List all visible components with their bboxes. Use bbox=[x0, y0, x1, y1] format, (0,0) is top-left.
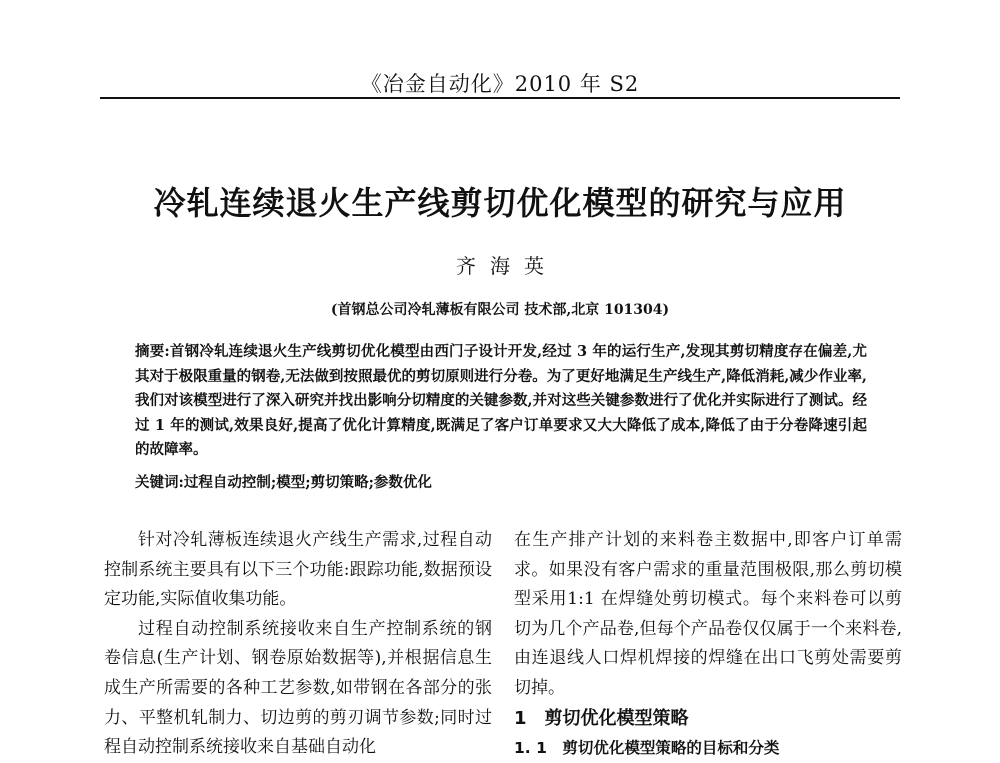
body-paragraph: 过程自动控制系统接收来自生产控制系统的钢卷信息(生产计划、钢卷原始数据等),并根据信息生成生产所需要的各种工艺参数,如带钢在各部分的张力、平整机轧制力、切边剪的剪刃调节参数;同时过程自动控制系统接收来自基础自动化 bbox=[104, 618, 492, 758]
abstract-text: 首钢冷轧连续退火生产线剪切优化模型由西门子设计开发,经过 3 年的运行生产,发现其剪切精度存在偏差,尤其对于极限重量的钢卷,无法做到按照最优的剪切原则进行分卷。为了更好地满足生产线生产,降低消耗,减少作业率,我们对该模型进行了深入研究并找出影响分切精度的关键参数,并对这些关键参数进行了优化并实际进行了测试。经过 1 年的测试,效果良好,提高了优化计算精度,既满足了客户订单要求又大大降低了成本,降低了由于分卷降速引起的故障率。 bbox=[135, 343, 867, 458]
body-column-right bbox=[514, 526, 902, 762]
subsection-heading: 1. 1 剪切优化模型策略的目标和分类 bbox=[514, 738, 780, 757]
author-affiliation: (首钢总公司冷轧薄板有限公司 技术部,北京 101304) bbox=[330, 302, 670, 318]
keywords-label: 关键词: bbox=[135, 474, 184, 491]
abstract-label: 摘要: bbox=[135, 343, 170, 360]
body-paragraph: 在生产排产计划的来料卷主数据中,即客户订单需求。如果没有客户需求的重量范围极限,那么剪切模型采用1:1 在焊缝处剪切模式。每个来料卷可以剪切为几个产品卷,但每个产品卷仅仅属于一个来料卷,由连退线人口焊机焊接的焊缝在出口飞剪处需要剪切掉。 bbox=[514, 530, 902, 698]
body-column-left bbox=[104, 526, 492, 763]
abstract bbox=[135, 340, 867, 463]
section-heading: 1 剪切优化模型策略 bbox=[514, 707, 689, 729]
keywords bbox=[135, 471, 867, 495]
keywords-text: 过程自动控制;模型;剪切策略;参数优化 bbox=[183, 474, 432, 491]
header-rule bbox=[100, 97, 900, 99]
author-name: 齐海英 bbox=[456, 254, 558, 278]
body-paragraph: 针对冷轧薄板连续退火产线生产需求,过程自动控制系统主要具有以下三个功能:跟踪功能,数据预设定功能,实际值收集功能。 bbox=[104, 530, 492, 610]
paper-title: 冷轧连续退火生产线剪切优化模型的研究与应用 bbox=[153, 184, 847, 222]
journal-header: 《冶金自动化》2010 年 S2 bbox=[360, 72, 640, 96]
